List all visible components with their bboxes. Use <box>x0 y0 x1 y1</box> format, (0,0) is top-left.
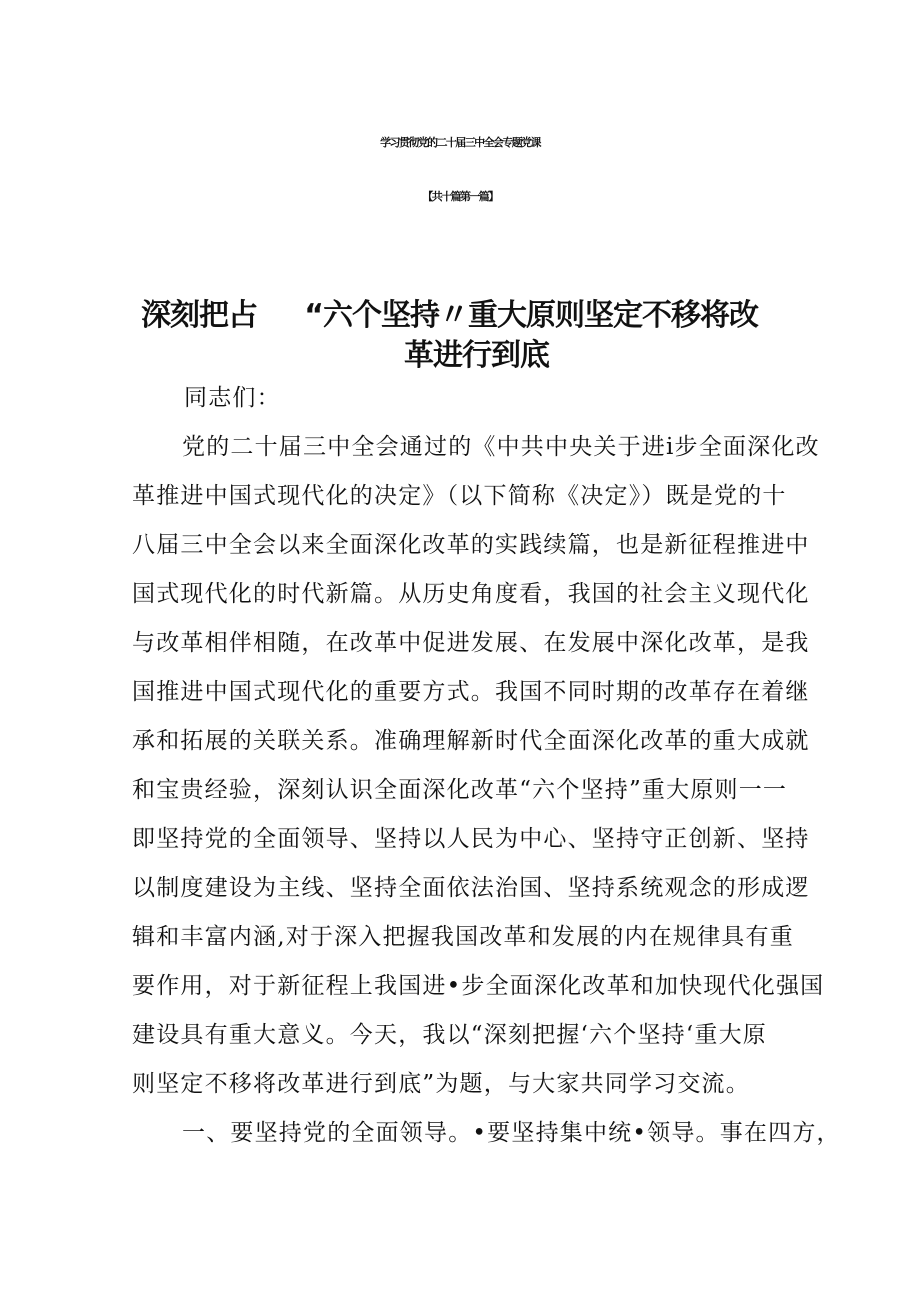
body-line: 辑和丰富内涵,对于深入把握我国改革和发展的内在规律具有重 <box>132 924 794 950</box>
body-line: 和宝贵经验，深刻认识全面深化改革“六个坚持”重大原则一一 <box>132 777 788 803</box>
body-line: 国式现代化的时代新篇。从历史角度看，我国的社会主义现代化 <box>132 581 810 607</box>
body-line: 一、要坚持党的全面领导。•要坚持集中统•领导。事在四方， <box>182 1120 841 1146</box>
body-line: 与改革相伴相随，在改革中促进发展、在发展中深化改革，是我 <box>132 630 810 656</box>
body-line: 承和拓展的关联关系。准确理解新时代全面深化改革的重大成就 <box>132 728 810 754</box>
body-line: 党的二十届三中全会通过的《中共中央关于进i步全面深化改 <box>182 434 820 460</box>
body-line: 革推进中国式现代化的决定》（以下简称《决定》）既是党的十 <box>132 483 787 509</box>
body-line: 要作用，对于新征程上我国进•步全面深化改革和加快现代化强国 <box>132 973 825 999</box>
body-line: 国推进中国式现代化的重要方式。我国不同时期的改革存在着继 <box>132 679 810 705</box>
document-title: 学习贯彻党的二十届三中全会专题党课 <box>380 136 540 149</box>
body-line: 建设具有重大意义。今天，我以“深刻把握‘六个坚持‘重大原 <box>132 1022 767 1048</box>
document-subtitle: 【共十篇第一篇】 <box>422 190 498 203</box>
body-line: 以制度建设为主线、坚持全面依法治国、坚持系统观念的形成逻 <box>132 875 810 901</box>
section-heading-line-1: 深刻把占 “六个坚持〃重大原则坚定不移将改 <box>141 298 758 333</box>
body-line: 则坚定不移将改革进行到底”为题，与大家共同学习交流。 <box>132 1071 750 1097</box>
salutation: 同志们： <box>184 385 281 411</box>
body-line: 即坚持党的全面领导、坚持以人民为中心、坚持守正创新、坚持 <box>132 826 810 852</box>
body-line: 八届三中全会以来全面深化改革的实践续篇，也是新征程推进中 <box>132 532 810 558</box>
section-heading-line-2: 革进行到底 <box>404 338 549 373</box>
